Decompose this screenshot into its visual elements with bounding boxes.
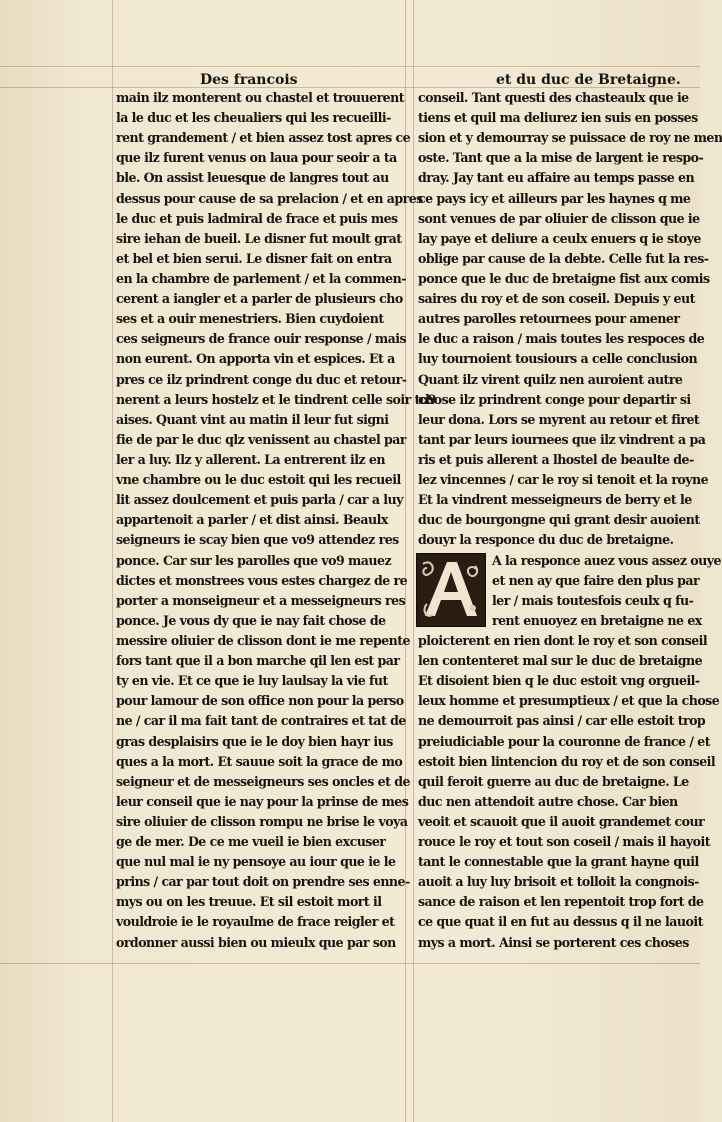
text-line: rent grandement / et bien assez tost apres ce <box>116 130 411 146</box>
top-rule <box>0 66 700 67</box>
running-header-left: Des francois <box>200 72 298 88</box>
text-line: Et la vindrent messeigneurs de berry et le <box>418 492 692 508</box>
text-line: leur dona. Lors se myrent au retour et firet <box>418 411 700 427</box>
text-line: estoit bien lintencion du roy et de son conseil <box>418 753 716 769</box>
text-line: leur conseil que ie nay pour la prinse de mes <box>116 793 409 809</box>
text-line: quil feroit guerre au duc de bretaigne. Le <box>418 773 689 789</box>
text-line: ces seigneurs de france ouir response / mais <box>116 331 407 347</box>
text-line: tiens et quil ma deliurez ien suis en posses <box>418 110 698 126</box>
text-line: dessus pour cause de sa prelacion / et en apres <box>116 190 423 206</box>
text-line: auoit a luy luy brisoit et tolloit la congnois- <box>418 874 699 890</box>
text-line: ploicterent en rien dont le roy et son conseil <box>418 632 708 648</box>
text-line: ler / mais toutesfois ceulx q fu- <box>492 592 694 608</box>
text-line: ge de mer. De ce me vueil ie bien excuser <box>116 834 386 850</box>
text-line: gras desplaisirs que ie le doy bien hayr ius <box>116 733 393 749</box>
text-line: lez vincennes / car le roy si tenoit et la royne <box>418 472 709 488</box>
text-line: ordonner aussi bien ou mieulx que par son <box>116 934 396 950</box>
text-line: ler a luy. Ilz y allerent. La entrerent ilz en <box>116 451 385 467</box>
text-line: lay paye et deliure a ceulx enuers q ie stoye <box>418 230 701 246</box>
text-line: nerent a leurs hostelz et le tindrent celle soir to9 <box>116 391 436 407</box>
margin-rule-left <box>112 0 113 1122</box>
text-line: oblige par cause de la debte. Celle fut la res- <box>418 250 709 266</box>
text-line: ponce. Je vous dy que ie nay fait chose de <box>116 612 386 628</box>
text-line: seigneurs ie scay bien que vo9 attendez res <box>116 532 399 548</box>
text-line: ris et puis allerent a lhostel de beaulte de- <box>418 451 694 467</box>
text-line: autres parolles retournees pour amener <box>418 311 680 327</box>
text-line: Et disoient bien q le duc estoit vng orgueil- <box>418 673 700 689</box>
text-line: le duc et puis ladmiral de frace et puis mes <box>116 210 398 226</box>
text-line: sire iehan de bueil. Le disner fut moult grat <box>116 230 402 246</box>
text-line: non eurent. On apporta vin et espices. Et a <box>116 351 395 367</box>
text-line: ponce. Car sur les parolles que vo9 mauez <box>116 552 392 568</box>
text-line: sire oliuier de clisson rompu ne brise le voya <box>116 813 408 829</box>
text-line: le duc a raison / mais toutes les respoces de <box>418 331 705 347</box>
text-line: lit assez doulcement et puis parla / car a luy <box>116 492 403 508</box>
gutter-rule-left <box>405 0 406 1122</box>
text-line: en la chambre de parlement / et la commen- <box>116 270 406 286</box>
text-column-right <box>418 88 722 953</box>
text-line: que nul mal ie ny pensoye au iour que ie le <box>116 854 396 870</box>
text-line: tant le connestable que la grant hayne quil <box>418 854 699 870</box>
text-line: veoit et scauoit que il auoit grandemet cour <box>418 813 705 829</box>
text-line: porter a monseigneur et a messeigneurs res <box>116 592 406 608</box>
text-line: pres ce ilz prindrent conge du duc et retour- <box>116 371 407 387</box>
text-line: ty en vie. Et ce que ie luy laulsay la vie fut <box>116 673 388 689</box>
text-line: messire oliuier de clisson dont ie me repente <box>116 632 411 648</box>
text-line: fie de par le duc qlz venissent au chastel par <box>116 431 407 447</box>
running-header-right: et du duc de Bretaigne. <box>496 72 681 88</box>
text-line: vne chambre ou le duc estoit qui les recueil <box>116 472 401 488</box>
text-line: ce pays icy et ailleurs par les haynes q me <box>418 190 691 206</box>
text-column-left <box>116 88 436 953</box>
text-line: chose ilz prindrent conge pour departir si <box>418 391 691 407</box>
text-line: vouldroie ie le royaulme de frace reigler et <box>116 914 395 930</box>
text-line: seigneur et de messeigneurs ses oncles et de <box>116 773 410 789</box>
text-line: len contenteret mal sur le duc de bretaigne <box>418 653 703 669</box>
text-line: prins / car par tout doit on prendre ses enne- <box>116 874 410 890</box>
text-line: que ilz furent venus on laua pour seoir a ta <box>116 150 397 166</box>
text-line: sont venues de par oliuier de clisson que ie <box>418 210 700 226</box>
text-line: et nen ay que faire den plus par <box>492 572 700 588</box>
text-line: ques a la mort. Et sauue soit la grace de mo <box>116 753 403 769</box>
text-line: pour lamour de son office non pour la perso <box>116 693 404 709</box>
text-line: ne / car il ma fait tant de contraires et tat de <box>116 713 406 729</box>
text-line: A la responce auez vous assez ouye <box>492 552 721 568</box>
text-line: fors tant que il a bon marche qil len est par <box>116 653 400 669</box>
text-line: ne demourroit pas ainsi / car elle estoit trop <box>418 713 706 729</box>
text-line: preiudiciable pour la couronne de france / et <box>418 733 710 749</box>
initial-ornament-icon <box>417 554 485 626</box>
text-line: et bel et bien serui. Le disner fait on entra <box>116 250 392 266</box>
text-line: la le duc et les cheualiers qui les recueilli- <box>116 110 391 126</box>
text-line: ce que quat il en fut au dessus q il ne lauoit <box>418 914 703 930</box>
text-line: cerent a iangler et a parler de plusieurs cho <box>116 291 403 307</box>
text-line: aises. Quant vint au matin il leur fut signi <box>116 411 389 427</box>
text-line: rent enuoyez en bretaigne ne ex <box>492 612 702 628</box>
text-line: dray. Jay tant eu affaire au temps passe en <box>418 170 695 186</box>
text-line: luy tournoient tousiours a celle conclusion <box>418 351 698 367</box>
text-line: ponce que le duc de bretaigne fist aux comis <box>418 270 710 286</box>
text-line: saires du roy et de son coseil. Depuis y eut <box>418 291 695 307</box>
woodcut-initial-letter <box>416 553 486 627</box>
text-line: ble. On assist leuesque de langres tout au <box>116 170 389 186</box>
text-line: sance de raison et len repentoit trop fort de <box>418 894 704 910</box>
text-line: mys a mort. Ainsi se porterent ces choses <box>418 934 689 950</box>
text-line: Quant ilz virent quilz nen auroient autre <box>418 371 683 387</box>
text-line: conseil. Tant questi des chasteaulx que ie <box>418 90 689 105</box>
text-line: duc nen attendoit autre chose. Car bien <box>418 793 678 809</box>
text-line: main ilz monterent ou chastel et trouuerent <box>116 90 405 105</box>
text-line: appartenoit a parler / et dist ainsi. Beaulx <box>116 512 388 528</box>
text-line: duc de bourgongne qui grant desir auoient <box>418 512 700 528</box>
text-line: ses et a ouir menestriers. Bien cuydoient <box>116 311 384 327</box>
bottom-rule <box>0 963 700 964</box>
text-line: mys ou on les treuue. Et sil estoit mort il <box>116 894 382 910</box>
text-line: tant par leurs iournees que ilz vindrent a pa <box>418 431 706 447</box>
text-line: douyr la responce du duc de bretaigne. <box>418 532 674 548</box>
text-line: rouce le roy et tout son coseil / mais il hayoit <box>418 834 711 850</box>
text-line: leux homme et presumptieux / et que la chose <box>418 693 720 709</box>
text-line: oste. Tant que a la mise de largent ie respo- <box>418 150 704 166</box>
text-line: dictes et monstrees vous estes chargez de re <box>116 572 408 588</box>
gutter-rule-right <box>413 0 414 1122</box>
text-line: sion et y demourray se puissace de roy ne men <box>418 130 722 146</box>
